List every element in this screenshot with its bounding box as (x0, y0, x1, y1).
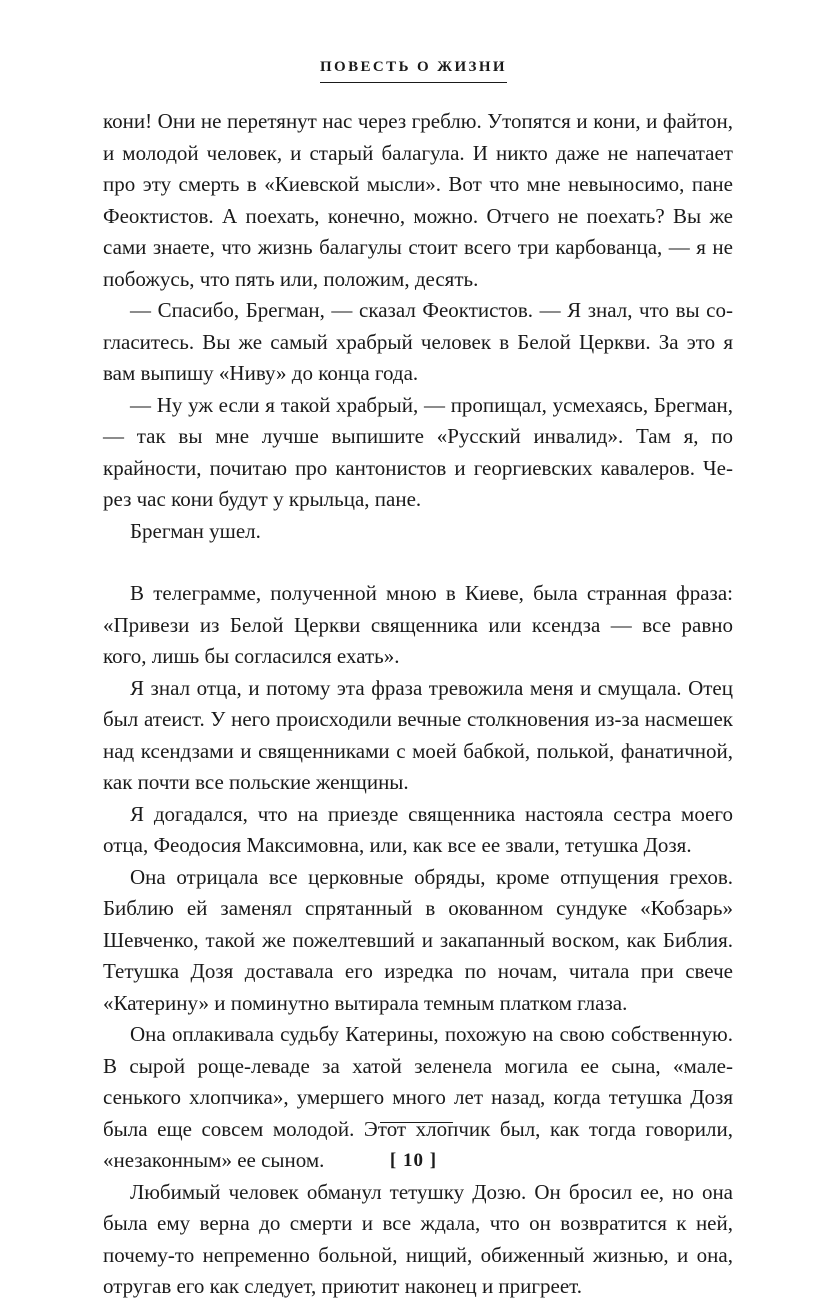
section-break (103, 547, 733, 578)
page-body (103, 106, 733, 1303)
footer-rule (380, 1122, 453, 1123)
paragraph: — Ну уж если я такой храбрый, — пропищал, усмехаясь, Брегман, — так вы мне лучше выпишите «Русский инвалид». Там я, по крайности, почитаю про кантонистов и георгиевских кавалеров. Через час кони будут у крыльца, пане. (103, 392, 733, 511)
paragraph: Она отрицала все церковные обряды, кроме отпущения грехов. Библию ей заменял спрятанный в окованном сундуке «Кобзарь» Шевченко, такой же пожелтевший и закапанный воском, как Библия. Тетушка Дозя доставала его изредка по ночам, читала при свече «Катерину» и поминутно вытирала темным платком глаза. (103, 864, 733, 1015)
page-header (0, 58, 827, 83)
paragraph: Я знал отца, и потому эта фраза тревожила меня и смущала. Отец был атеист. У него происходили вечные столкновения из-за насмешек над ксендзами и священниками с моей бабкой, полькой, фанатичной, как почти все польские женщины. (103, 675, 733, 794)
page-number: [ 10 ] (389, 1150, 438, 1171)
paragraph: Любимый человек обманул тетушку Дозю. Он бросил ее, но она была ему верна до смерти и все ждала, что он возвратится к ней, почему-то непременно больной, нищий, обиженный жизнью, и она, отругав его как следует, приютит наконец и пригреет. (103, 1179, 733, 1298)
running-title: ПОВЕСТЬ О ЖИЗНИ (320, 59, 507, 83)
paragraph-continued: кони! Они не перетянут нас через греблю. Утопятся и кони, и файтон, и молодой человек, и старый балагула. И никто даже не напечатает про эту смерть в «Киевской мысли». Вот что мне невыносимо, пане Феоктистов. А поехать, конечно, можно. Отчего не поехать? Вы же сами знаете, что жизнь балагулы стоит всего три карбованца, — я не побожусь, что пять или, положим, десять. (103, 109, 733, 291)
paragraph: Я догадался, что на приезде священника настояла сестра моего отца, Феодосия Максимовна, или, как все ее звали, тетушка Дозя. (103, 801, 733, 857)
paragraph: Брегман ушел. (130, 518, 261, 543)
paragraph: В телеграмме, полученной мною в Киеве, была странная фраза: «Привези из Белой Церкви священника или ксендза — все равно кого, лишь бы согласился ехать». (103, 581, 733, 668)
paragraph: Она оплакивала судьбу Катерины, похожую на свою собственную. В сырой роще-леваде за хатой зеленела могила ее сына, «малесенького хлопчика», умершего много лет назад, когда тетушка Дозя была еще совсем молодой. Этот хлопчик был, как тогда говорили, «незаконным» ее сыном. (103, 1022, 733, 1172)
paragraph: — Спасибо, Брегман, — сказал Феоктистов. — Я знал, что вы согласитесь. Вы же самый храбрый человек в Белой Церкви. За это я вам выпишу «Ниву» до конца года. (103, 298, 733, 385)
